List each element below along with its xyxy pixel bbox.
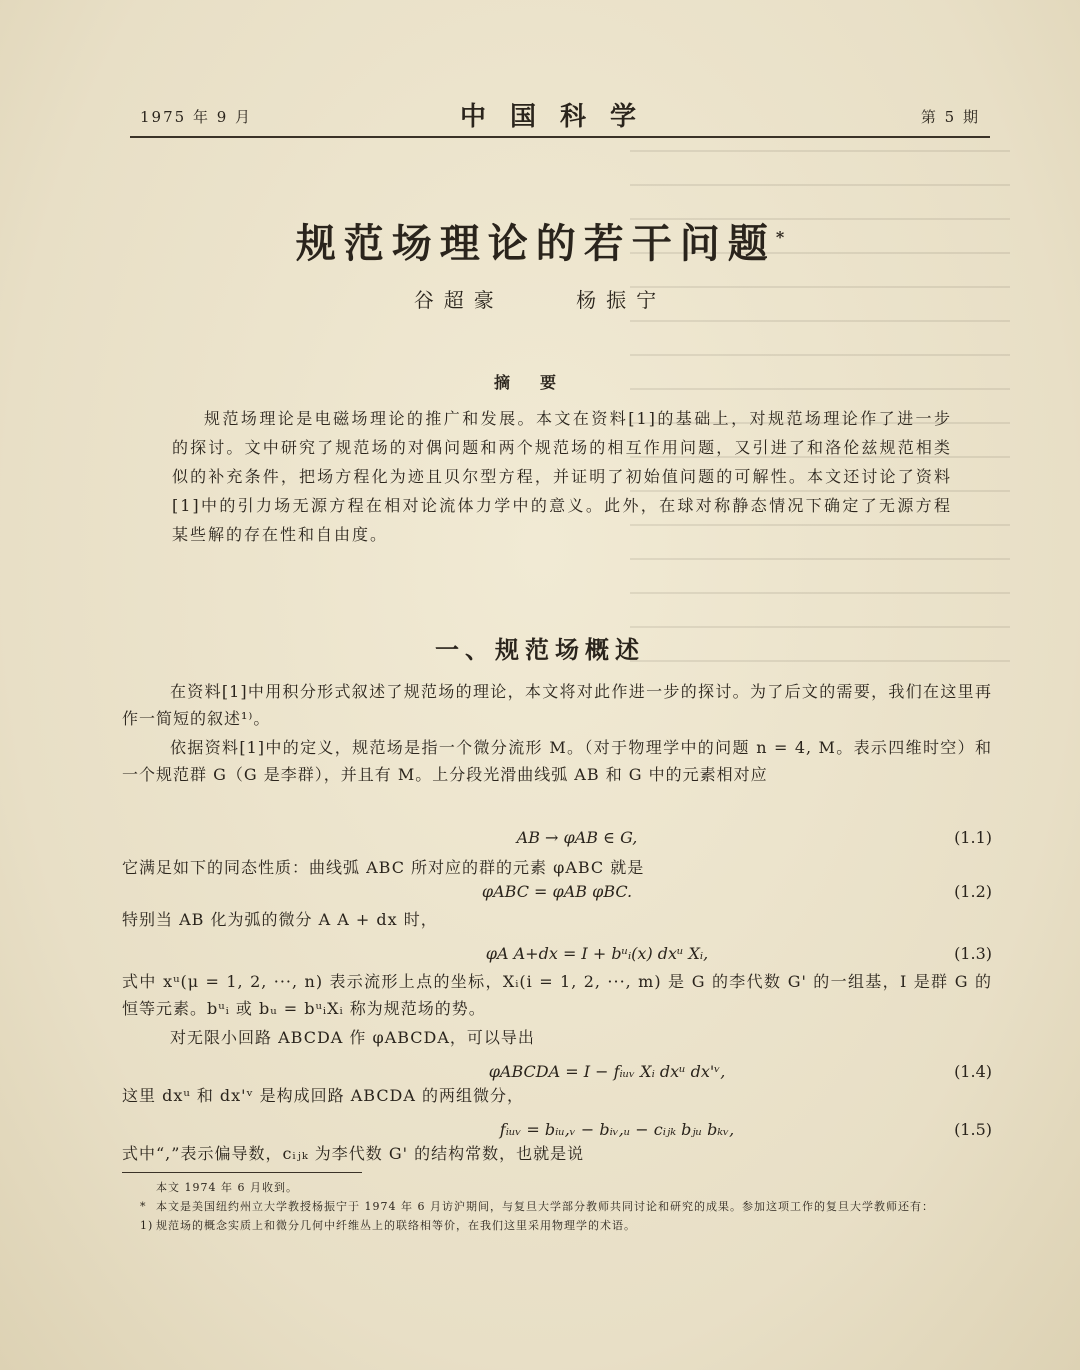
body-paragraph-1: 在资料[1]中用积分形式叙述了规范场的理论，本文将对此作进一步的探讨。为了后文的需要，我们在这里再作一简短的叙述¹⁾。 — [122, 682, 992, 728]
equation-1-5-number: (1.5) — [954, 1120, 992, 1139]
footnote-star — [140, 1197, 990, 1216]
abstract-heading: 摘要 — [493, 373, 586, 392]
journal-name: 中国科学 — [459, 102, 660, 132]
footnotes — [140, 1178, 990, 1235]
paper-title — [0, 212, 1080, 269]
footnote-1-mark: 1) — [140, 1219, 154, 1232]
body-paragraph-6: 对无限小回路 ABCDA 作 φABCDA，可以导出 — [170, 1028, 535, 1047]
journal-header — [130, 96, 990, 138]
header-issue: 第 5 期 — [920, 108, 980, 126]
title-footnote-mark: * — [775, 227, 785, 247]
equation-1-3-number: (1.3) — [954, 944, 992, 963]
header-date: 1975 年 9 月 — [140, 108, 253, 126]
body-paragraph-8: 式中“,”表示偏导数，cᵢⱼₖ 为李代数 G' 的结构常数，也就是说 — [122, 1144, 585, 1163]
equation-1-2-number: (1.2) — [954, 882, 992, 901]
footnote-received — [140, 1178, 990, 1197]
equation-1-3-body: φA A+dx = I + bᵘᵢ(x) dxᵘ Xᵢ, — [485, 944, 709, 963]
abstract-text: 规范场理论是电磁场理论的推广和发展。本文在资料[1]的基础上，对规范场理论作了进一步的探讨。文中研究了规范场的对偶问题和两个规范场的相互作用问题，又引进了和洛伦兹规范相类似的补充条件，把场方程化为迹且贝尔型方程，并证明了初始值问题的可解性。本文还讨论了资料[1]中的引力场无源方程在相对论流体力学中的意义。此外，在球对称静态情况下确定了无源方程某些解的存在性和自由度。 — [172, 409, 952, 544]
footnote-star-text: 本文是美国纽约州立大学教授杨振宁于 1974 年 6 月访沪期间，与复旦大学部分教师共同讨论和研究的成果。参加这项工作的复旦大学教师还有： — [156, 1200, 934, 1213]
body-paragraph-3: 它满足如下的同态性质：曲线弧 ABC 所对应的群的元素 φABC 就是 — [122, 858, 645, 877]
equation-1-1-body: AB → φAB ∈ G, — [516, 828, 638, 847]
footnote-received-text: 本文 1974 年 6 月收到。 — [156, 1181, 298, 1194]
author-1: 谷超豪 — [413, 288, 504, 312]
section-heading: 一、规范场概述 — [435, 635, 645, 664]
body-paragraph-4: 特别当 AB 化为弧的微分 A A + dx 时， — [122, 910, 438, 929]
body-paragraph-2: 依据资料[1]中的定义，规范场是指一个微分流形 M。（对于物理学中的问题 n = 4, M。表示四维时空）和一个规范群 G（G 是李群），并且有 M。上分段光滑曲线弧 AB 和 G 中的元素相对应 — [122, 738, 992, 784]
body-paragraph-7: 这里 dxᵘ 和 dx'ᵛ 是构成回路 ABCDA 的两组微分， — [122, 1086, 525, 1105]
footnote-rule — [122, 1172, 362, 1173]
equation-1-2-body: φABC = φAB φBC. — [481, 882, 633, 901]
authors — [0, 284, 1080, 313]
paper-title-text: 规范场理论的若干问题 — [295, 220, 776, 267]
footnote-1-text: 规范场的概念实质上和微分几何中纤维丛上的联络相等价，在我们这里采用物理学的术语。 — [156, 1219, 636, 1232]
body-paragraph-5: 式中 xᵘ(μ = 1, 2, ···, n) 表示流形上点的坐标，Xᵢ(i = 1, 2, ···, m) 是 G 的李代数 G' 的一组基，I 是群 G 的恒等元素。bᵘᵢ 或 bᵤ = bᵘᵢXᵢ 称为规范场的势。 — [122, 972, 992, 1018]
author-2: 杨振宁 — [576, 288, 667, 312]
equation-1-4-number: (1.4) — [954, 1062, 992, 1081]
equation-1-5-body: fᵢᵤᵥ = bᵢᵤ,ᵥ − bᵢᵥ,ᵤ − cᵢⱼₖ bⱼᵤ bₖᵥ, — [499, 1120, 735, 1139]
footnote-star-mark: * — [140, 1200, 147, 1213]
equation-1-4-body: φABCDA = I − fᵢᵤᵥ Xᵢ dxᵘ dx'ᵛ, — [488, 1062, 726, 1081]
equation-1-1-number: (1.1) — [954, 828, 992, 847]
footnote-1 — [140, 1216, 990, 1235]
